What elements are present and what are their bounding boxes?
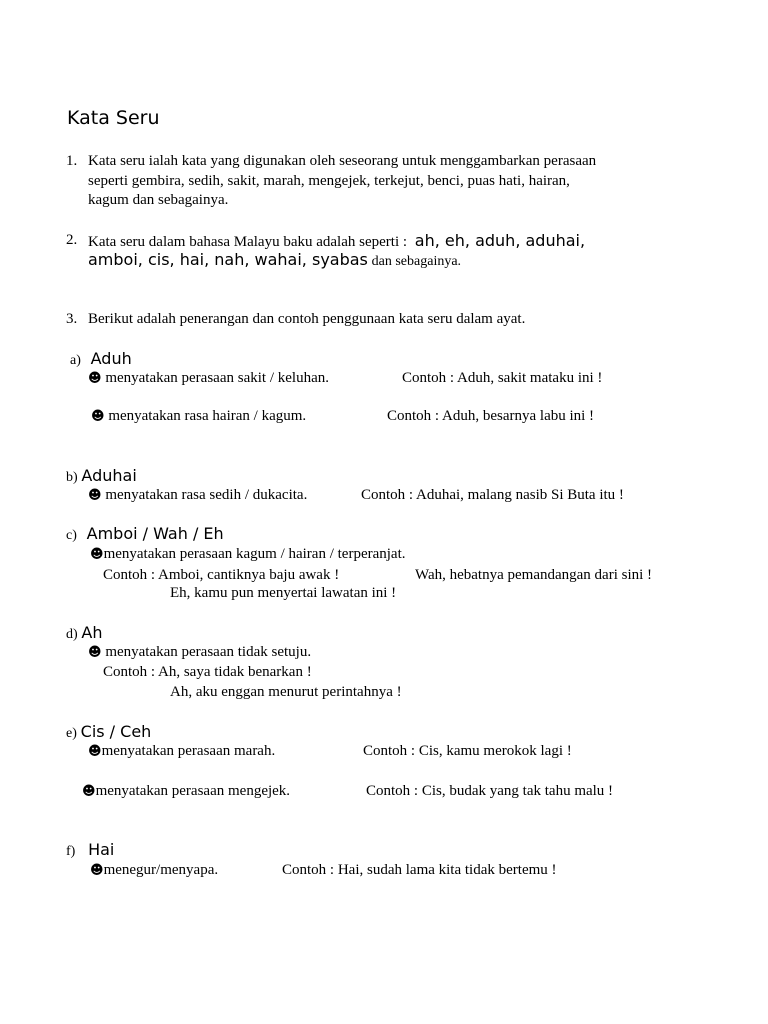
smiley-icon: ☻ [88, 744, 102, 759]
smiley-icon: ☻ [82, 784, 96, 799]
point-2-line-2 [88, 250, 461, 271]
section-a-bullet-1-example: Contoh : Aduh, sakit mataku ini ! [402, 370, 603, 386]
point-2-words-1: ah, eh, aduh, aduhai, [414, 231, 586, 250]
smiley-icon: ☻ [90, 863, 104, 878]
section-a-heading: Aduh [90, 349, 132, 368]
section-c-bullet-1 [90, 545, 406, 564]
point-3-number: 3. [66, 311, 78, 327]
section-b [66, 466, 137, 487]
section-c-bullet-1-text: menyatakan perasaan kagum / hairan / terperanjat. [103, 546, 406, 562]
section-b-bullet-1 [88, 486, 307, 505]
section-e-bullet-1-text: menyatakan perasaan marah. [101, 743, 276, 759]
section-b-bullet-1-text: menyatakan rasa sedih / dukacita. [105, 487, 308, 503]
section-c-example-2: Wah, hebatnya pemandangan dari sini ! [415, 567, 653, 583]
section-e-bullet-2-example: Contoh : Cis, budak yang tak tahu malu ! [366, 783, 614, 799]
section-f-bullet-1 [90, 861, 218, 880]
section-e-bullet-2 [82, 782, 290, 801]
point-2-line-1 [88, 231, 585, 252]
section-b-bullet-1-example: Contoh : Aduhai, malang nasib Si Buta itu ! [361, 487, 624, 503]
section-a-bullet-1-text: menyatakan perasaan sakit / keluhan. [105, 370, 329, 386]
section-c-heading: Amboi / Wah / Eh [86, 524, 224, 543]
section-a-bullet-2 [91, 407, 306, 426]
section-e-label: e) [66, 726, 77, 741]
section-d-bullet-1 [88, 643, 311, 662]
section-b-heading: Aduhai [81, 466, 137, 485]
section-c [66, 524, 224, 545]
point-2-line-2-text: dan sebagainya. [371, 254, 462, 269]
section-c-label: c) [66, 528, 77, 543]
section-f-heading: Hai [88, 840, 115, 859]
section-a-bullet-2-example: Contoh : Aduh, besarnya labu ini ! [387, 408, 595, 424]
point-2-words-2: amboi, cis, hai, nah, wahai, syabas [88, 250, 368, 269]
point-1-line-1: Kata seru ialah kata yang digunakan oleh seseorang untuk menggambarkan perasaan [88, 153, 597, 169]
section-a [70, 349, 132, 370]
smiley-icon: ☻ [88, 645, 102, 660]
point-3-line-1: Berikut adalah penerangan dan contoh penggunaan kata seru dalam ayat. [88, 311, 526, 327]
section-c-example-3: Eh, kamu pun menyertai lawatan ini ! [170, 585, 397, 601]
section-f-label: f) [66, 844, 76, 859]
section-e-bullet-1-example: Contoh : Cis, kamu merokok lagi ! [363, 743, 572, 759]
section-a-bullet-1 [88, 369, 329, 388]
section-e-bullet-2-text: menyatakan perasaan mengejek. [95, 783, 291, 799]
point-1-line-2: seperti gembira, sedih, sakit, marah, mengejek, terkejut, benci, puas hati, hairan, [88, 173, 570, 189]
section-d-label: d) [66, 627, 78, 642]
section-d-example-1: Contoh : Ah, saya tidak benarkan ! [103, 664, 312, 680]
page-title: Kata Seru [67, 107, 160, 129]
section-f-bullet-1-example: Contoh : Hai, sudah lama kita tidak bertemu ! [282, 862, 557, 878]
section-a-bullet-2-text: menyatakan rasa hairan / kagum. [108, 408, 307, 424]
section-d-heading: Ah [81, 623, 103, 642]
section-e-heading: Cis / Ceh [80, 722, 152, 741]
section-a-label: a) [70, 353, 81, 368]
section-f-bullet-1-text: menegur/menyapa. [103, 862, 219, 878]
smiley-icon: ☻ [88, 371, 102, 386]
section-d [66, 623, 103, 644]
section-d-bullet-1-text: menyatakan perasaan tidak setuju. [105, 644, 312, 660]
section-c-example-1: Contoh : Amboi, cantiknya baju awak ! [103, 567, 340, 583]
point-1-line-3: kagum dan sebagainya. [88, 192, 229, 208]
section-e-bullet-1 [88, 742, 275, 761]
smiley-icon: ☻ [90, 547, 104, 562]
point-2-line-1-text: Kata seru dalam bahasa Malayu baku adalah seperti : [88, 234, 408, 250]
smiley-icon: ☻ [88, 488, 102, 503]
section-b-label: b) [66, 470, 78, 485]
section-d-example-2: Ah, aku enggan menurut perintahnya ! [170, 684, 402, 700]
smiley-icon: ☻ [91, 409, 105, 424]
section-f [66, 840, 114, 861]
point-2-number: 2. [66, 232, 78, 248]
point-1-number: 1. [66, 153, 78, 169]
section-e [66, 722, 151, 743]
